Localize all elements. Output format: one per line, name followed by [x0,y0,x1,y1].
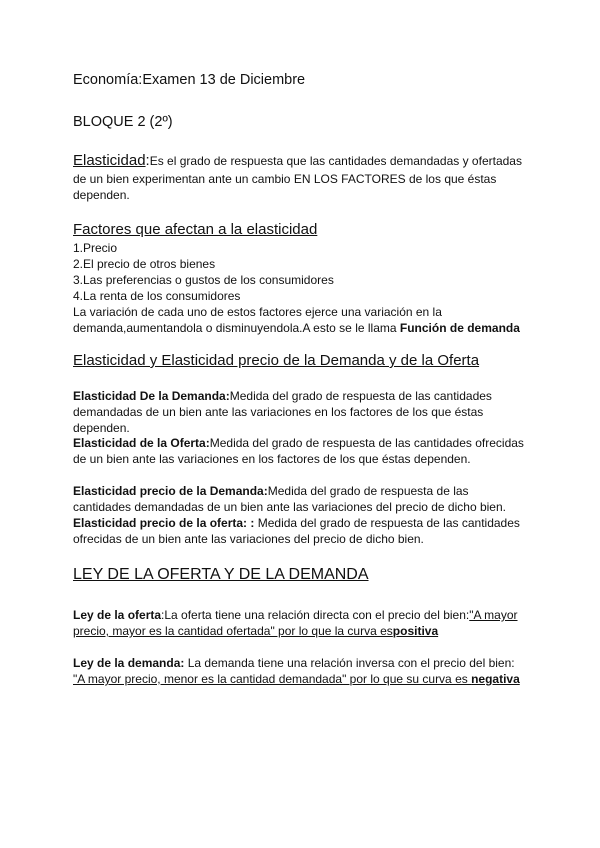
precio-demanda-line1 [73,483,469,499]
block-label: BLOQUE 2 (2º) [73,114,173,130]
elasticidad-precio-heading: Elasticidad y Elasticidad precio de la Demanda y de la Oferta [73,352,480,369]
ley-oferta-quote-end: precio, mayor es la cantidad ofertada" por lo que la curva es [73,624,393,638]
negativa-term: negativa [471,672,520,686]
factor-item: 1.Precio [73,241,118,255]
ley-heading: LEY DE LA OFERTA Y DE LA DEMANDA [73,566,369,583]
elast-demanda-label: Elasticidad De la Demanda: [73,389,230,403]
ley-oferta-quote-start: "A mayor [469,608,518,622]
elast-demanda-line2: demandadas de un bien ante las variaciones en los factores de los que éstas [73,405,484,419]
elast-demanda-line3: dependen. [73,421,130,435]
precio-demanda-line2: cantidades demandadas de un bien ante las variaciones del precio de dicho bien. [73,500,506,514]
elasticidad-definition [73,152,522,170]
precio-oferta-text: Medida del grado de respuesta de las cantidades [254,516,520,530]
precio-demanda-label: Elasticidad precio de la Demanda: [73,484,268,498]
precio-demanda-text: Medida del grado de respuesta de las [267,484,469,498]
elast-oferta-line1 [73,435,524,451]
elast-oferta-line2: de un bien ante las variaciones en los factores de los que éstas dependen. [73,452,471,466]
ley-demanda-line2 [73,671,520,687]
elasticidad-colon: : [145,152,150,169]
ley-demanda-line1 [73,655,515,671]
ley-demanda-quote: "A mayor precio, menor es la cantidad demandada" por lo que su curva es [73,672,472,686]
elasticidad-line1: Es el grado de respuesta que las cantidades demandadas y ofertadas [149,154,522,168]
elasticidad-line2: de un bien experimentan ante un cambio EN LOS FACTORES de los que éstas [73,172,497,186]
elasticidad-line3: dependen. [73,188,130,202]
funcion-demanda-term: Función de demanda [399,321,520,335]
factor-item: 4.La renta de los consumidores [73,289,241,303]
factor-item: 2.El precio de otros bienes [73,257,216,271]
elast-oferta-label: Elasticidad de la Oferta: [73,436,210,450]
precio-oferta-label: Elasticidad precio de la oferta: : [73,516,255,530]
elast-oferta-text: Medida del grado de respuesta de las cantidades ofrecidas [209,436,524,450]
factores-heading: Factores que afectan a la elasticidad [73,221,318,238]
factores-note-line1: La variación de cada uno de estos factores ejerce una variación en la [73,305,442,319]
ley-demanda-label: Ley de la demanda: [73,656,185,670]
ley-oferta-line1 [73,607,518,623]
factores-note-text: demanda,aumentandola o disminuyendola.A esto se le llama [73,321,400,335]
ley-oferta-label: Ley de la oferta [73,608,162,622]
factor-item: 3.Las preferencias o gustos de los consumidores [73,273,334,287]
elast-demanda-text: Medida del grado de respuesta de las cantidades [229,389,492,403]
precio-oferta-line1 [73,515,520,531]
ley-oferta-line2 [73,623,438,639]
factores-note-line2 [73,320,520,336]
positiva-term: positiva [392,624,439,638]
ley-demanda-text: La demanda tiene una relación inversa con el precio del bien: [184,656,515,670]
ley-oferta-text: :La oferta tiene una relación directa con el precio del bien: [161,608,470,622]
elasticidad-heading: Elasticidad [73,152,146,169]
precio-oferta-line2: ofrecidas de un bien ante las variaciones del precio de dicho bien. [73,532,424,546]
document-title: Economía:Examen 13 de Diciembre [73,72,306,88]
elast-demanda-line1 [73,388,492,404]
